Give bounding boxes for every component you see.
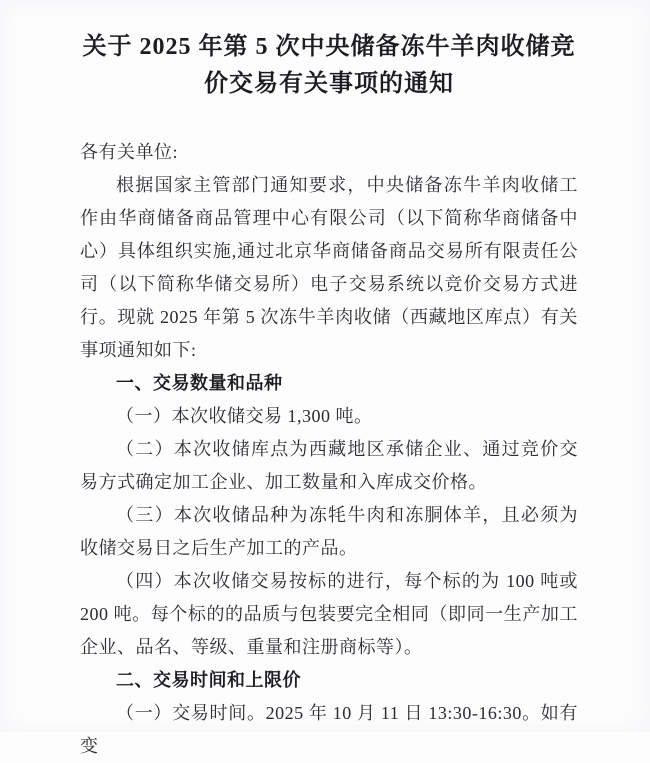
- document-title-line-2: 价交易有关事项的通知: [204, 71, 454, 97]
- intro-paragraph: 根据国家主管部门通知要求，中央储备冻牛羊肉收储工作由华商储备商品管理中心有限公司（以下简称华商储备中心）具体组织实施,通过北京华商储备商品交易所有限责任公司（以下简称华储交易所）电子交易系统以竞价交易方式进行。现就 2025 年第 5 次冻牛羊肉收储（西藏地区库点）有关事项通知如下:: [80, 175, 578, 360]
- section-1-item-1: （一）本次收储交易 1,300 吨。: [116, 406, 373, 426]
- section-2-item-1: （一）交易时间。2025 年 10 月 11 日 13:30-16:30。如有变: [80, 703, 578, 756]
- salutation: 各有关单位:: [80, 142, 179, 162]
- section-1-item-2: （二）本次收储库点为西藏地区承储企业、通过竞价交易方式确定加工企业、加工数量和入库成交价格。: [80, 439, 578, 492]
- section-1-item-3: （三）本次收储品种为冻牦牛肉和冻胴体羊，且必须为收储交易日之后生产加工的产品。: [80, 505, 578, 558]
- document-body: [80, 136, 578, 763]
- section-1-heading: 一、交易数量和品种: [116, 373, 283, 393]
- document-title: [80, 29, 578, 103]
- document-title-line-1: 关于 2025 年第 5 次中央储备冻牛羊肉收储竞: [82, 34, 576, 60]
- section-1-item-4: （四）本次收储交易按标的进行，每个标的为 100 吨或 200 吨。每个标的的品质与包装要完全相同（即同一生产加工企业、品名、等级、重量和注册商标等）。: [80, 571, 578, 657]
- section-2-heading: 二、交易时间和上限价: [116, 670, 301, 690]
